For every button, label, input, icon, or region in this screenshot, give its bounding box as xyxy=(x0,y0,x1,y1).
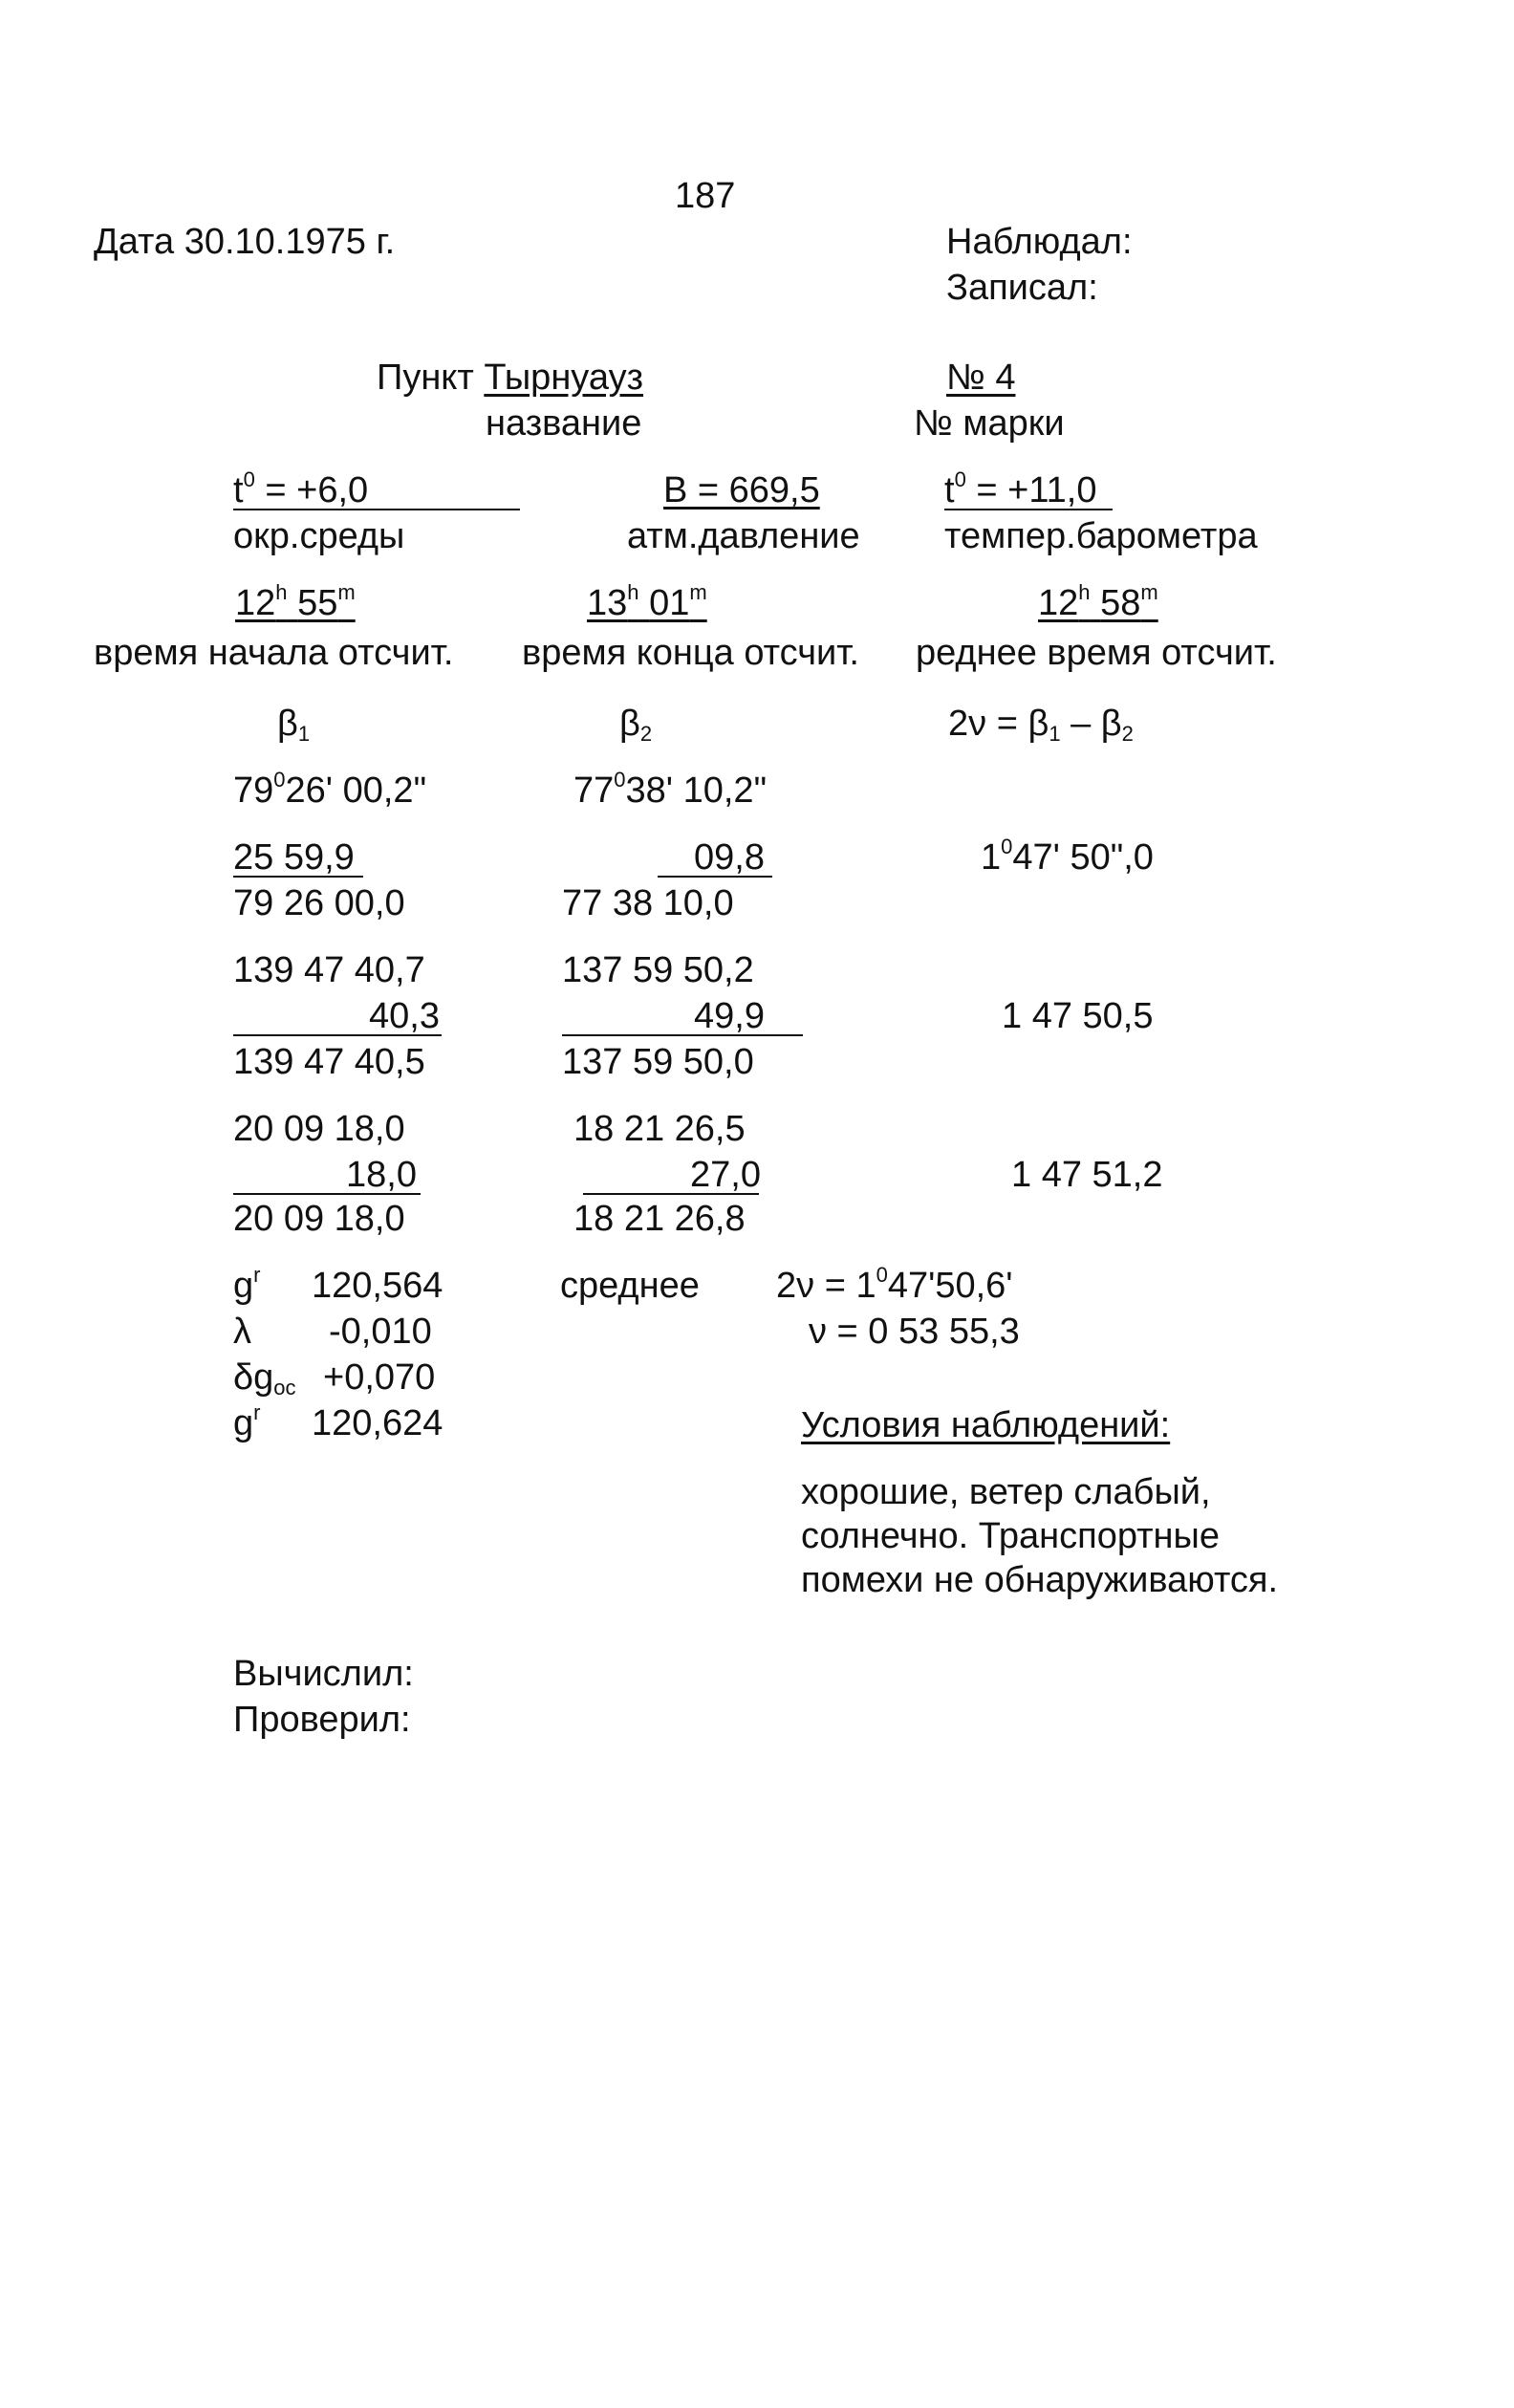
g1-difference: $1^047'$ 50",0 xyxy=(981,835,1154,878)
g1-b2-top: 09,8 xyxy=(694,837,765,878)
beta2-symbol: β xyxy=(619,704,640,744)
observation-line-3: помехи не обнаруживаются. xyxy=(801,1560,1279,1600)
g2-b2-top: 137 59 50,2 xyxy=(562,950,754,990)
end-time-caption: время конца отсчит. xyxy=(522,633,859,673)
point-name-caption: название xyxy=(486,403,642,444)
g3-difference: 1 47 51,2 xyxy=(1011,1155,1163,1195)
pressure-value: B = 669,5 xyxy=(663,470,820,510)
g3-b1-top: 20 09 18,0 xyxy=(233,1109,405,1149)
g3-b2-rule xyxy=(583,1193,759,1195)
start-time-hours: 12 xyxy=(235,583,276,623)
dg-value: +0,070 xyxy=(323,1357,436,1398)
beta1-first-deg: 79 xyxy=(233,770,274,811)
g2-b1-rule xyxy=(233,1034,442,1036)
g3-b2-mid: 27,0 xyxy=(690,1155,761,1195)
g2-b2-result: 137 59 50,0 xyxy=(562,1042,754,1082)
g1-b2-result: 77 38 10,0 xyxy=(562,883,734,923)
g3-b2-top: 18 21 26,5 xyxy=(573,1109,746,1149)
difference-header xyxy=(948,704,1134,746)
g2-b1-top: 139 47 40,7 xyxy=(233,950,425,990)
end-time: 13$^h$ 01$^m$ xyxy=(587,580,707,623)
lambda-value: -0,010 xyxy=(329,1312,432,1352)
end-time-minutes: 01 xyxy=(649,583,690,623)
observation-line-2: солнечно. Транспортные xyxy=(801,1516,1220,1556)
env-temp-underline xyxy=(233,509,520,510)
lambda-label: λ xyxy=(233,1312,251,1352)
g1-b1-rule xyxy=(233,876,363,878)
g2-difference: 1 47 50,5 xyxy=(1002,996,1154,1036)
difference-header-sub2: 2 xyxy=(1121,722,1134,746)
observation-title: Условия наблюдений: xyxy=(801,1405,1171,1445)
point-line xyxy=(377,359,643,396)
g2-b2-rule xyxy=(562,1034,803,1036)
beta2-first-rest: 38' 10,2" xyxy=(625,770,768,811)
g2-b1-result: 139 47 40,5 xyxy=(233,1042,425,1082)
g3-b1-rule xyxy=(233,1193,421,1195)
start-time-caption: время начала отсчит. xyxy=(94,633,454,673)
dg-label xyxy=(233,1357,296,1399)
mark-caption: № марки xyxy=(914,403,1065,444)
date-line: Дата 30.10.1975 г. xyxy=(94,222,396,262)
recorded-by-label: Записал: xyxy=(946,268,1098,308)
beta1-first-reading: $79^026'$ 00,2" xyxy=(233,768,427,811)
baro-temp-underline xyxy=(944,509,1113,510)
g-corrected-symbol: g xyxy=(233,1403,254,1443)
g1-b1-result: 79 26 00,0 xyxy=(233,883,405,923)
env-temp: $t^0 = +6,0$ xyxy=(233,467,369,510)
mean-time-hours: 12 xyxy=(1038,583,1079,623)
baro-temp-value: = +11,0 xyxy=(976,470,1097,510)
mean-two-nu-b: 47'50,6' xyxy=(887,1266,1013,1306)
env-temp-value: = +6,0 xyxy=(265,470,369,510)
baro-temp-caption: темпер.барометра xyxy=(944,516,1258,556)
computed-by-label: Вычислил: xyxy=(233,1654,414,1694)
beta1-first-rest: 26' 00,2" xyxy=(285,770,427,811)
mean-two-nu: $2\nu = 1^047'50,6'$ xyxy=(776,1263,1013,1306)
start-time-minutes: 55 xyxy=(297,583,338,623)
g-raw-value: 120,564 xyxy=(312,1266,443,1306)
beta2-header xyxy=(619,704,653,746)
beta1-subscript: 1 xyxy=(297,722,311,746)
page-number: 187 xyxy=(675,176,736,216)
beta2-subscript: 2 xyxy=(639,722,653,746)
g3-b1-result: 20 09 18,0 xyxy=(233,1199,405,1239)
mean-time: 12$^h$ 58$^m$ xyxy=(1038,580,1158,623)
mean-time-minutes: 58 xyxy=(1100,583,1141,623)
point-name: Тырнуауз xyxy=(484,358,644,398)
difference-header-mid: – β xyxy=(1060,704,1122,744)
g-corrected-label: $g^r$ xyxy=(233,1400,261,1443)
mean-label: среднее xyxy=(560,1266,700,1306)
pressure-caption: атм.давление xyxy=(627,516,860,556)
g3-b2-result: 18 21 26,8 xyxy=(573,1199,746,1239)
g1-b1-top: 25 59,9 xyxy=(233,837,355,878)
baro-temp: $t^0 = +11,0$ xyxy=(944,467,1097,510)
difference-header-a: 2ν = β xyxy=(948,704,1049,744)
mean-nu: ν = 0 53 55,3 xyxy=(809,1312,1020,1352)
g2-b1-mid: 40,3 xyxy=(369,996,440,1036)
end-time-hours: 13 xyxy=(587,583,628,623)
degree-mark: 0 xyxy=(1001,835,1013,858)
checked-by-label: Проверил: xyxy=(233,1700,411,1740)
mark-number: № 4 xyxy=(946,358,1016,398)
beta2-first-deg: 77 xyxy=(573,770,615,811)
beta1-symbol: β xyxy=(277,704,298,744)
env-temp-caption: окр.среды xyxy=(233,516,405,556)
observed-by-label: Наблюдал: xyxy=(946,222,1133,262)
start-time: 12$^h$ 55$^m$ xyxy=(235,580,356,623)
point-label: Пункт xyxy=(377,358,474,398)
observation-line-1: хорошие, ветер слабый, xyxy=(801,1472,1211,1512)
dg-symbol: δg xyxy=(233,1357,274,1398)
g1-b2-rule xyxy=(658,876,772,878)
g2-b2-mid: 49,9 xyxy=(694,996,765,1036)
g3-b1-mid: 18,0 xyxy=(346,1155,417,1195)
beta2-first-reading: $77^038'$ 10,2" xyxy=(573,768,768,811)
mean-time-caption: реднее время отсчит. xyxy=(916,633,1277,673)
mean-two-nu-a: 2ν = 1 xyxy=(776,1266,876,1306)
g-corrected-value: 120,624 xyxy=(312,1403,443,1443)
dg-subscript: ос xyxy=(273,1376,296,1399)
beta1-header xyxy=(277,704,311,746)
g-raw-label: $g^r$ xyxy=(233,1263,261,1306)
difference-header-sub1: 1 xyxy=(1049,722,1061,746)
g-raw-symbol: g xyxy=(233,1266,254,1306)
